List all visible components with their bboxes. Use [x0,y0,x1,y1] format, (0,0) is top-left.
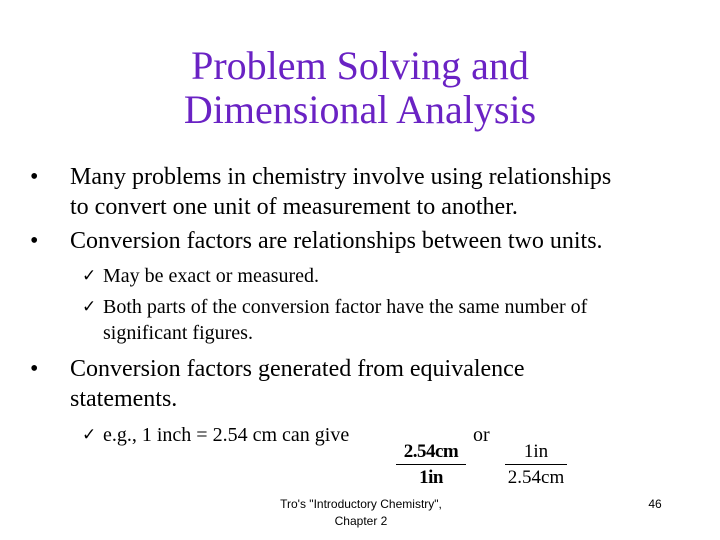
or-text: or [473,424,490,446]
checkmark-icon: ✓ [82,297,97,317]
bullet-1-line-1: Many problems in chemistry involve using relationships [70,164,612,190]
fraction-numerator: 2.54cm [403,441,459,462]
bullet-dot-icon: • [30,356,39,382]
sub-bullet-2-line-2: significant figures. [103,322,253,344]
fraction-bar [396,464,466,465]
sub-bullet-2-line-1: Both parts of the conversion factor have the same number of [103,296,588,318]
slide-title-line-1: Problem Solving and [191,43,529,88]
sub-bullet-item-1 [82,263,712,289]
footer-line-2: Chapter 2 [334,514,388,528]
fraction-denominator: 2.54cm [507,467,565,488]
slide-footer [268,496,454,530]
bullet-3-line-2: statements. [70,386,178,412]
bullet-3-line-1: Conversion factors generated from equivalence [70,356,525,382]
page-number: 46 [648,497,662,511]
sub-bullet-1-line-1: May be exact or measured. [103,265,320,287]
bullet-item-2 [30,226,710,256]
conversion-fraction-cm-per-in [396,441,466,490]
bullet-2-line-1: Conversion factors are relationships between two units. [70,228,603,254]
checkmark-icon: ✓ [82,425,97,445]
checkmark-icon: ✓ [82,266,97,286]
fraction-numerator: 1in [523,441,549,462]
sub-bullet-3-line-1: e.g., 1 inch = 2.54 cm can give [103,424,350,446]
slide-title [110,44,610,132]
slide-title-line-2: Dimensional Analysis [183,87,537,132]
fraction-bar [505,464,567,465]
sub-bullet-item-2 [82,294,712,346]
footer-line-1: Tro's "Introductory Chemistry", [280,497,442,511]
bullet-dot-icon: • [30,228,39,254]
bullet-1-line-2: to convert one unit of measurement to another. [70,194,518,220]
fraction-denominator: 1in [419,467,443,488]
bullet-item-1 [30,162,710,222]
bullet-dot-icon: • [30,164,39,190]
conversion-fraction-in-per-cm [505,441,567,490]
bullet-item-3 [30,354,710,414]
